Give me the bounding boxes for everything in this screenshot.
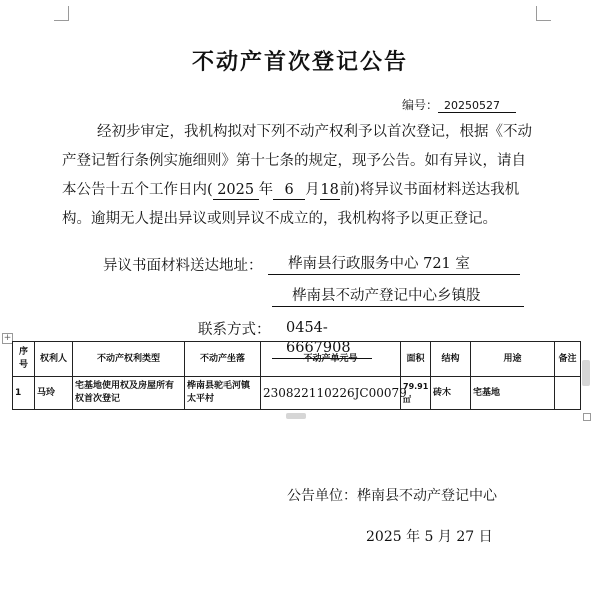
document-number — [402, 96, 516, 113]
table-edge-scroll-handle[interactable] — [582, 360, 590, 386]
address-label: 异议书面材料送达地址： — [103, 258, 263, 274]
deadline-day: 18 — [320, 182, 339, 198]
header-area: 面积 — [401, 342, 431, 377]
paragraph-line-3-b: 年 — [258, 182, 274, 198]
paragraph-line-3 — [62, 176, 540, 205]
deadline-month: 6 — [273, 181, 305, 200]
header-right-type: 不动产权利类型 — [73, 342, 185, 377]
table-header-row — [13, 342, 581, 377]
document-number-label: 编号： — [402, 98, 439, 112]
address-line-1: 桦南县行政服务中心 721 室 — [268, 254, 520, 275]
registration-table — [12, 341, 580, 410]
cell-owner: 马玲 — [35, 377, 73, 410]
paragraph-line-1: 经初步审定，我机构拟对下列不动产权利予以首次登记，根据《不动 — [97, 124, 532, 140]
paragraph-line-3-d: 前)将异议书面材料送达我机 — [339, 182, 520, 198]
header-unit-no: 不动产单元号 — [261, 342, 401, 377]
document-number-value: 20250527 — [438, 99, 516, 113]
notice-paragraph-cont — [62, 147, 540, 234]
page-corner-mark-top-left — [54, 6, 69, 21]
paragraph-line-2: 产登记暂行条例实施细则》第十七条的规定，现予公告。如有异议，请自 — [62, 153, 526, 169]
cell-location: 桦南县驼毛河镇太平村 — [185, 377, 261, 410]
deadline-year: 2025 — [213, 181, 259, 200]
cell-no: 1 — [13, 377, 35, 410]
contact-label: 联系方式： — [198, 322, 271, 338]
page-title: 不动产首次登记公告 — [191, 50, 408, 75]
table-move-handle[interactable]: + — [3, 333, 12, 343]
address-line-2: 桦南县不动产登记中心乡镇股 — [272, 286, 524, 307]
paragraph-line-4: 构。逾期无人提出异议或则异议不成立的，我机构将予以更正登记。 — [62, 211, 497, 227]
header-remark: 备注 — [555, 342, 581, 377]
header-no: 序号 — [13, 342, 35, 377]
paragraph-line-3-c: 月 — [305, 182, 320, 198]
table-add-row-handle[interactable] — [286, 413, 306, 419]
cell-remark — [555, 377, 581, 410]
cell-structure: 砖木 — [431, 377, 471, 410]
page-corner-mark-top-right — [536, 6, 551, 21]
cell-unit-no: 230822110226JC00079 — [261, 377, 401, 410]
notice-paragraph — [97, 118, 541, 147]
contact-phone: 0454-6667908 — [272, 318, 372, 359]
issuing-unit: 公告单位：桦南县不动产登记中心 — [287, 488, 497, 504]
table-resize-handle[interactable] — [583, 413, 591, 421]
header-structure: 结构 — [431, 342, 471, 377]
header-location: 不动产坐落 — [185, 342, 261, 377]
cell-right-type: 宅基地使用权及房屋所有权首次登记 — [73, 377, 185, 410]
issue-date: 2025 年 5 月 27 日 — [366, 529, 493, 545]
cell-area: 79.91㎡ — [401, 377, 431, 410]
header-owner: 权利人 — [35, 342, 73, 377]
cell-usage: 宅基地 — [471, 377, 555, 410]
table-row — [13, 377, 581, 410]
paragraph-line-3-a: 本公告十五个工作日内( — [62, 182, 213, 198]
header-usage: 用途 — [471, 342, 555, 377]
